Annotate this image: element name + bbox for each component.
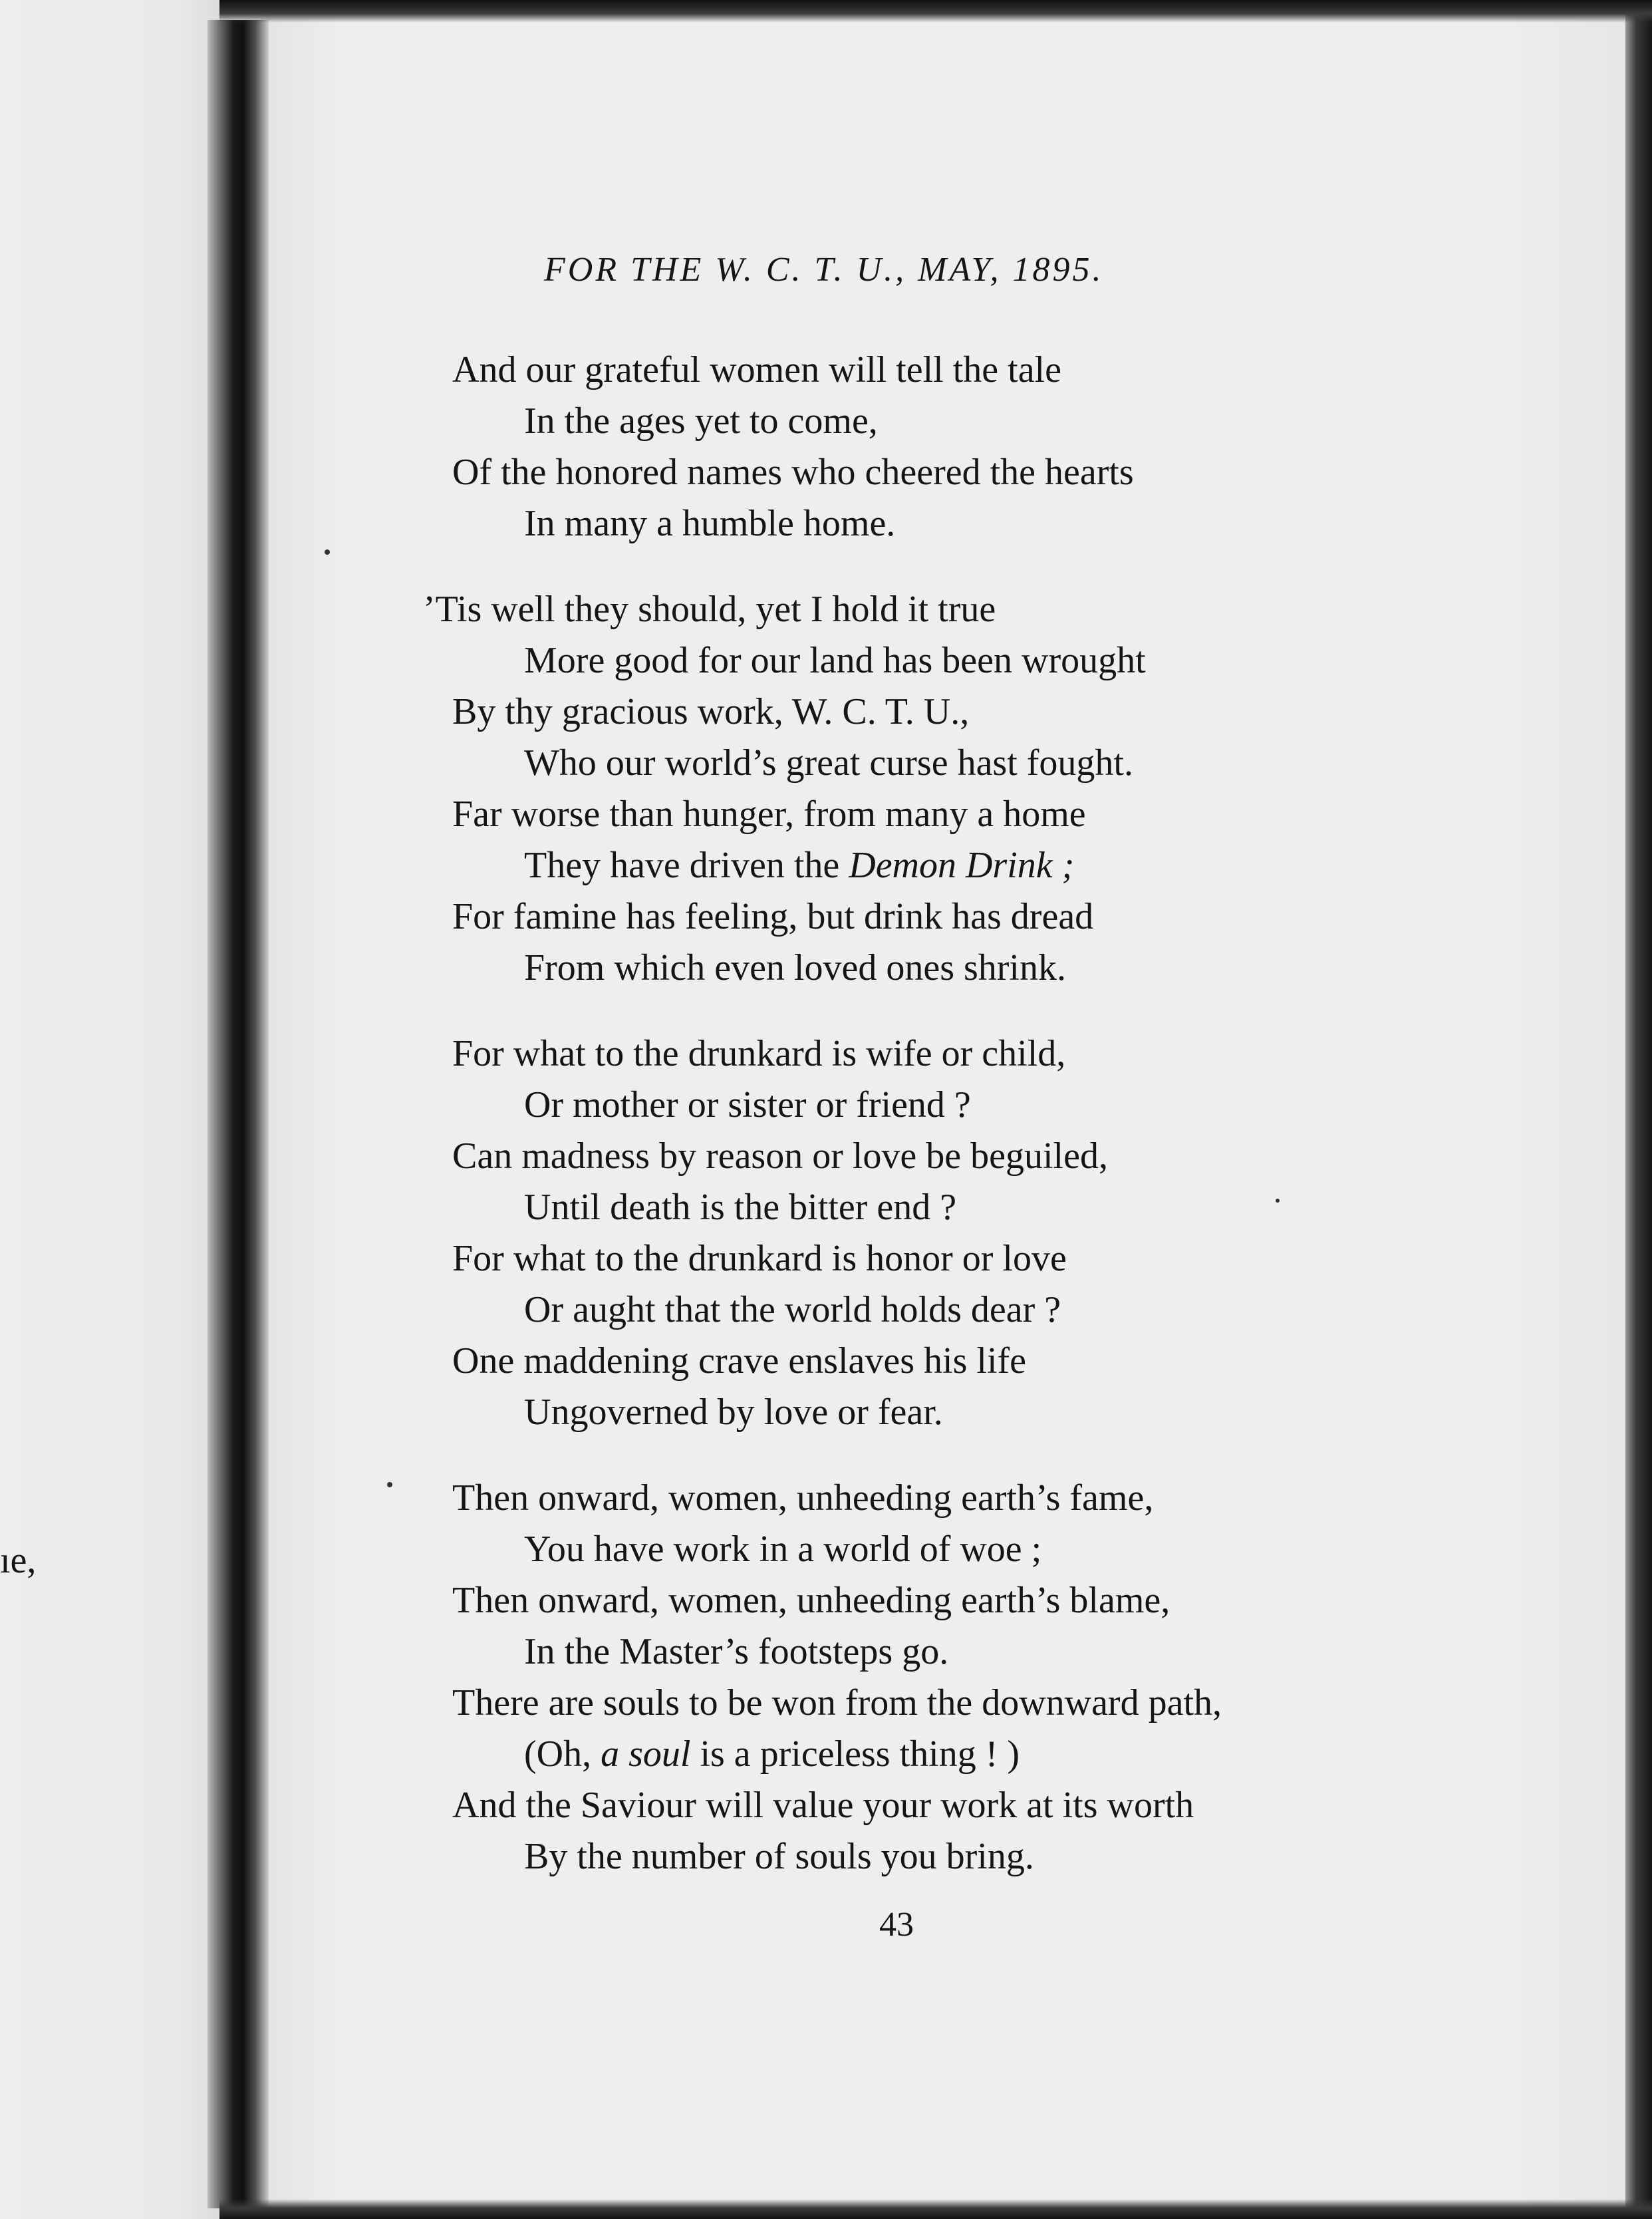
poem-line: Far worse than hunger, from many a home: [452, 794, 1086, 835]
poem-line: For famine has feeling, but drink has dread: [452, 896, 1094, 937]
poem-line-text: is a priceless thing ! ): [690, 1733, 1020, 1775]
poem-line-italic-text: Demon Drink ;: [849, 845, 1075, 886]
poem-line: Until death is the bitter end ?: [524, 1187, 957, 1228]
poem-line: [452, 840, 1596, 891]
poem-line: Who our world’s great curse hast fought.: [524, 742, 1133, 784]
print-speck: [387, 1482, 392, 1487]
poem-line: For what to the drunkard is honor or love: [452, 1238, 1067, 1279]
poem-line: And our grateful women will tell the tale: [452, 349, 1061, 390]
poem-line: Of the honored names who cheered the hearts: [452, 452, 1134, 493]
stanza: [452, 1473, 1596, 1882]
poem-line: And the Saviour will value your work at its worth: [452, 1785, 1194, 1826]
poem-line: By the number of souls you bring.: [524, 1836, 1034, 1877]
poem-line: From which even loved ones shrink.: [524, 947, 1066, 988]
scan-bottom-edge: [219, 2199, 1652, 2219]
poem-line: In the ages yet to come,: [524, 400, 878, 442]
poem-line: One maddening crave enslaves his life: [452, 1340, 1027, 1382]
poem-line: Then onward, women, unheeding earth’s blame,: [452, 1580, 1170, 1621]
poem-line: Ungoverned by love or fear.: [524, 1392, 943, 1433]
poem-line: More good for our land has been wrought: [524, 640, 1146, 681]
poem-line: There are souls to be won from the downward path,: [452, 1682, 1222, 1723]
print-speck: [325, 549, 330, 555]
poem-line: [452, 1729, 1596, 1780]
poem: [423, 345, 1596, 1917]
poem-line: For what to the drunkard is wife or child,: [452, 1033, 1066, 1074]
stanza: [452, 345, 1596, 549]
left-page-text-fragment: ıe,: [0, 1540, 37, 1581]
scan-top-edge: [219, 0, 1652, 23]
binding-gutter: [207, 20, 269, 2208]
stanza: [423, 584, 1596, 994]
poem-line: You have work in a world of woe ;: [524, 1529, 1042, 1570]
print-speck: [1276, 1199, 1280, 1203]
stanza: [452, 1028, 1596, 1438]
poem-line: In the Master’s footsteps go.: [524, 1631, 949, 1672]
poem-line: By thy gracious work, W. C. T. U.,: [452, 691, 970, 732]
left-facing-page: [0, 0, 219, 2219]
poem-line: ’Tis well they should, yet I hold it true: [423, 589, 996, 630]
poem-line: Or mother or sister or friend ?: [524, 1084, 971, 1125]
page-number: 43: [879, 1906, 914, 1944]
poem-line: Can madness by reason or love be beguiled,: [452, 1135, 1108, 1177]
poem-line: In many a humble home.: [524, 503, 896, 544]
running-head: FOR THE W. C. T. U., MAY, 1895.: [544, 251, 1104, 289]
poem-line: Or aught that the world holds dear ?: [524, 1289, 1061, 1330]
poem-line: Then onward, women, unheeding earth’s fame,: [452, 1477, 1154, 1519]
poem-line-italic-text: a soul: [601, 1733, 691, 1775]
page-right-edge: [1625, 0, 1652, 2219]
poem-line-text: (Oh,: [524, 1733, 601, 1775]
poem-line-text: They have driven the: [524, 845, 849, 886]
